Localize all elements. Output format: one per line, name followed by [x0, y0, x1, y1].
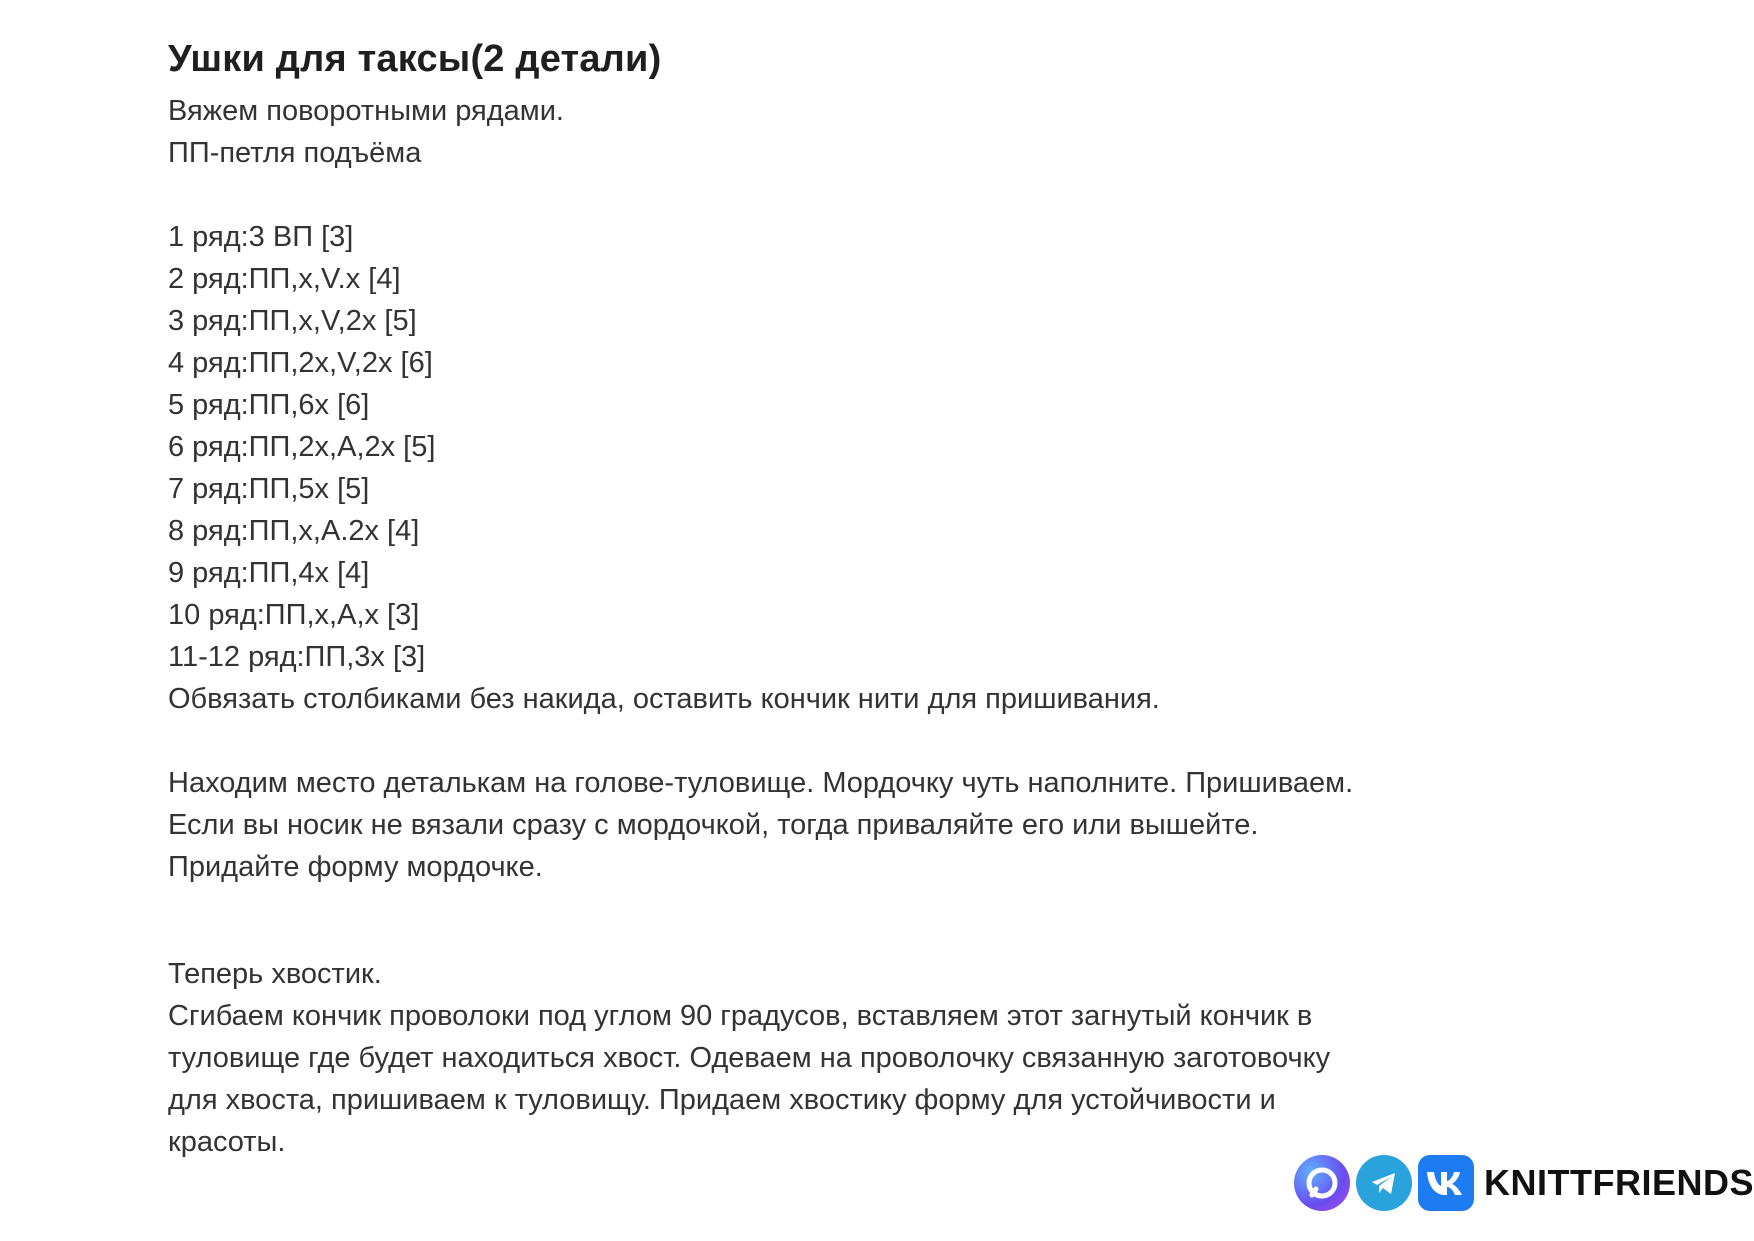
- social-footer: [1294, 1155, 1754, 1211]
- assembly-line: Если вы носик не вязали сразу с мордочкой, тогда приваляйте его или вышейте.: [168, 809, 1259, 841]
- row-line: 7 ряд:ПП,5х [5]: [168, 473, 370, 505]
- intro-line: ПП-петля подъёма: [168, 137, 422, 169]
- finish-instruction: Обвязать столбиками без накида, оставить кончик нити для пришивания.: [168, 683, 1160, 715]
- max-icon[interactable]: [1294, 1155, 1350, 1211]
- spacer: [168, 720, 1648, 762]
- rows-list: [168, 216, 1648, 678]
- telegram-icon[interactable]: [1356, 1155, 1412, 1211]
- row-line: 9 ряд:ПП,4х [4]: [168, 557, 370, 589]
- assembly-paragraph: [168, 762, 1648, 888]
- row-line: 11-12 ряд:ПП,3х [3]: [168, 641, 426, 673]
- row-line: 2 ряд:ПП,х,V.х [4]: [168, 263, 401, 295]
- row-line: 3 ряд:ПП,х,V,2х [5]: [168, 305, 417, 337]
- row-line: 10 ряд:ПП,х,А,х [3]: [168, 599, 420, 631]
- tail-line: туловище где будет находиться хвост. Одеваем на проволочку связанную заготовочку: [168, 1042, 1331, 1074]
- spacer: [168, 174, 1648, 216]
- brand-name: KNITTFRIENDS: [1484, 1162, 1754, 1203]
- assembly-line: Придайте форму мордочке.: [168, 851, 543, 883]
- row-line: 6 ряд:ПП,2х,А,2х [5]: [168, 431, 436, 463]
- tail-line: для хвоста, пришиваем к туловищу. Придаем хвостику форму для устойчивости и: [168, 1084, 1276, 1116]
- page-title: Ушки для таксы(2 детали): [168, 38, 662, 80]
- document-body: [168, 34, 1648, 1163]
- tail-line: Сгибаем кончик проволоки под углом 90 градусов, вставляем этот загнутый кончик в: [168, 1000, 1313, 1032]
- tail-paragraph: [168, 953, 1648, 1163]
- assembly-line: Находим место деталькам на голове-туловище. Мордочку чуть наполните. Пришиваем.: [168, 767, 1354, 799]
- row-line: 4 ряд:ПП,2х,V,2х [6]: [168, 347, 433, 379]
- row-line: 8 ряд:ПП,х,А.2х [4]: [168, 515, 420, 547]
- vk-icon[interactable]: [1418, 1155, 1474, 1211]
- row-line: 5 ряд:ПП,6х [6]: [168, 389, 370, 421]
- intro-line: Вяжем поворотными рядами.: [168, 95, 564, 127]
- spacer: [168, 888, 1648, 953]
- row-line: 1 ряд:3 ВП [3]: [168, 221, 354, 253]
- tail-line: красоты.: [168, 1126, 286, 1158]
- tail-line: Теперь хвостик.: [168, 958, 382, 990]
